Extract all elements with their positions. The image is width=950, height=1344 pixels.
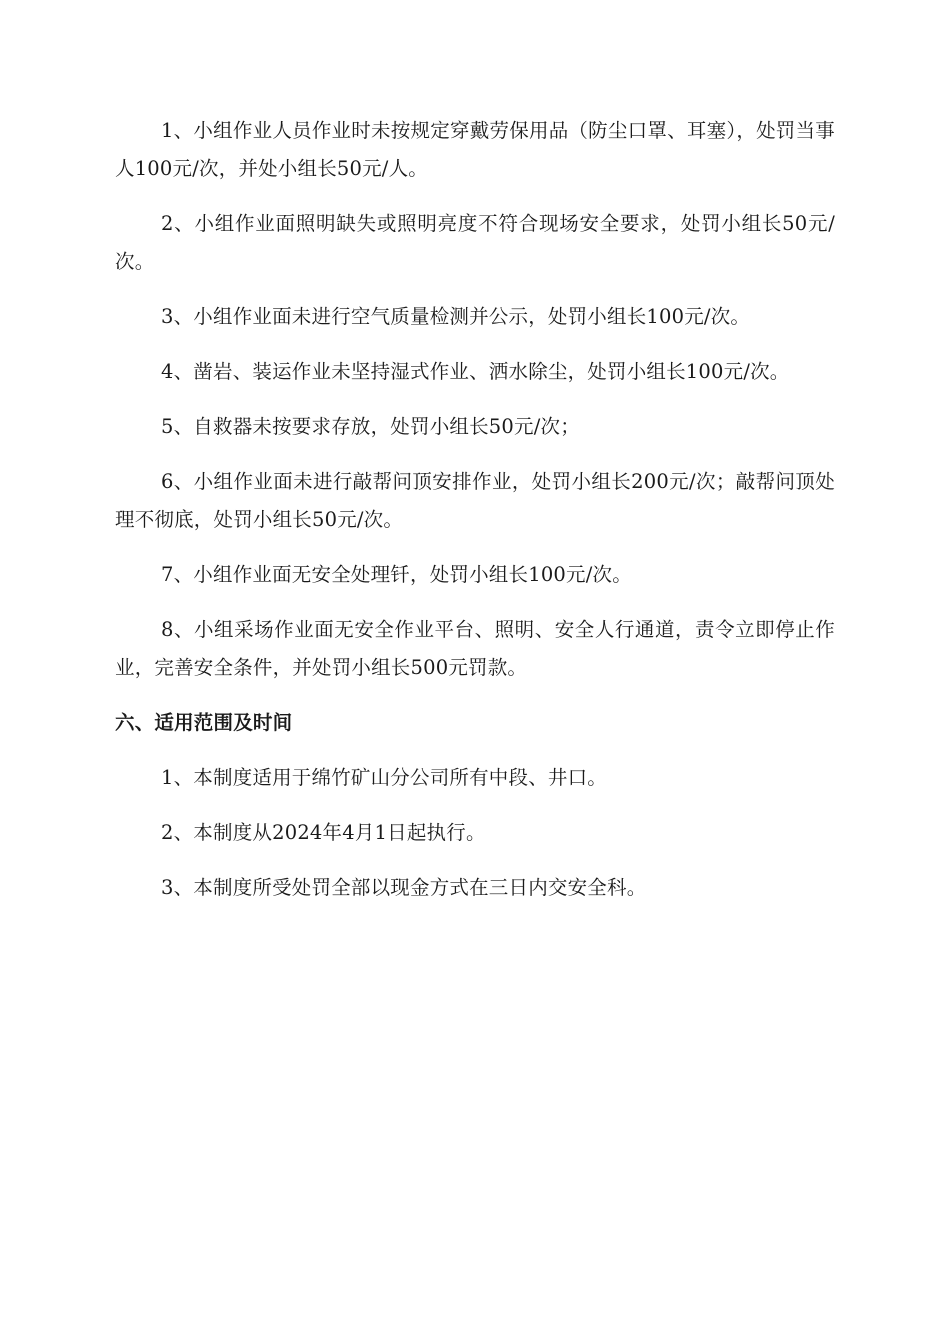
section-heading-scope: 六、适用范围及时间 (115, 711, 293, 734)
penalty-item-7: 7、小组作业面无安全处理钎，处罚小组长100元/次。 (161, 563, 632, 586)
penalty-item-5: 5、自救器未按要求存放，处罚小组长50元/次； (161, 415, 580, 438)
scope-item-2: 2、本制度从2024年4月1日起执行。 (161, 821, 486, 844)
document-body (115, 112, 835, 924)
penalty-item-8: 8、小组采场作业面无安全作业平台、照明、安全人行通道，责令立即停止作业，完善安全条件，并处罚小组长500元罚款。 (115, 618, 835, 679)
penalty-item-6: 6、小组作业面未进行敲帮问顶安排作业，处罚小组长200元/次；敲帮问顶处理不彻底，处罚小组长50元/次。 (115, 470, 835, 531)
penalty-item-3: 3、小组作业面未进行空气质量检测并公示，处罚小组长100元/次。 (161, 305, 751, 328)
penalty-item-1: 1、小组作业人员作业时未按规定穿戴劳保用品（防尘口罩、耳塞），处罚当事人100元/次，并处小组长50元/人。 (115, 119, 835, 180)
penalty-item-4: 4、凿岩、装运作业未坚持湿式作业、洒水除尘，处罚小组长100元/次。 (161, 360, 790, 383)
scope-item-1: 1、本制度适用于绵竹矿山分公司所有中段、井口。 (161, 766, 608, 789)
penalty-item-2: 2、小组作业面照明缺失或照明亮度不符合现场安全要求，处罚小组长50元/次。 (115, 212, 835, 273)
scope-item-3: 3、本制度所受处罚全部以现金方式在三日内交安全科。 (161, 876, 647, 899)
